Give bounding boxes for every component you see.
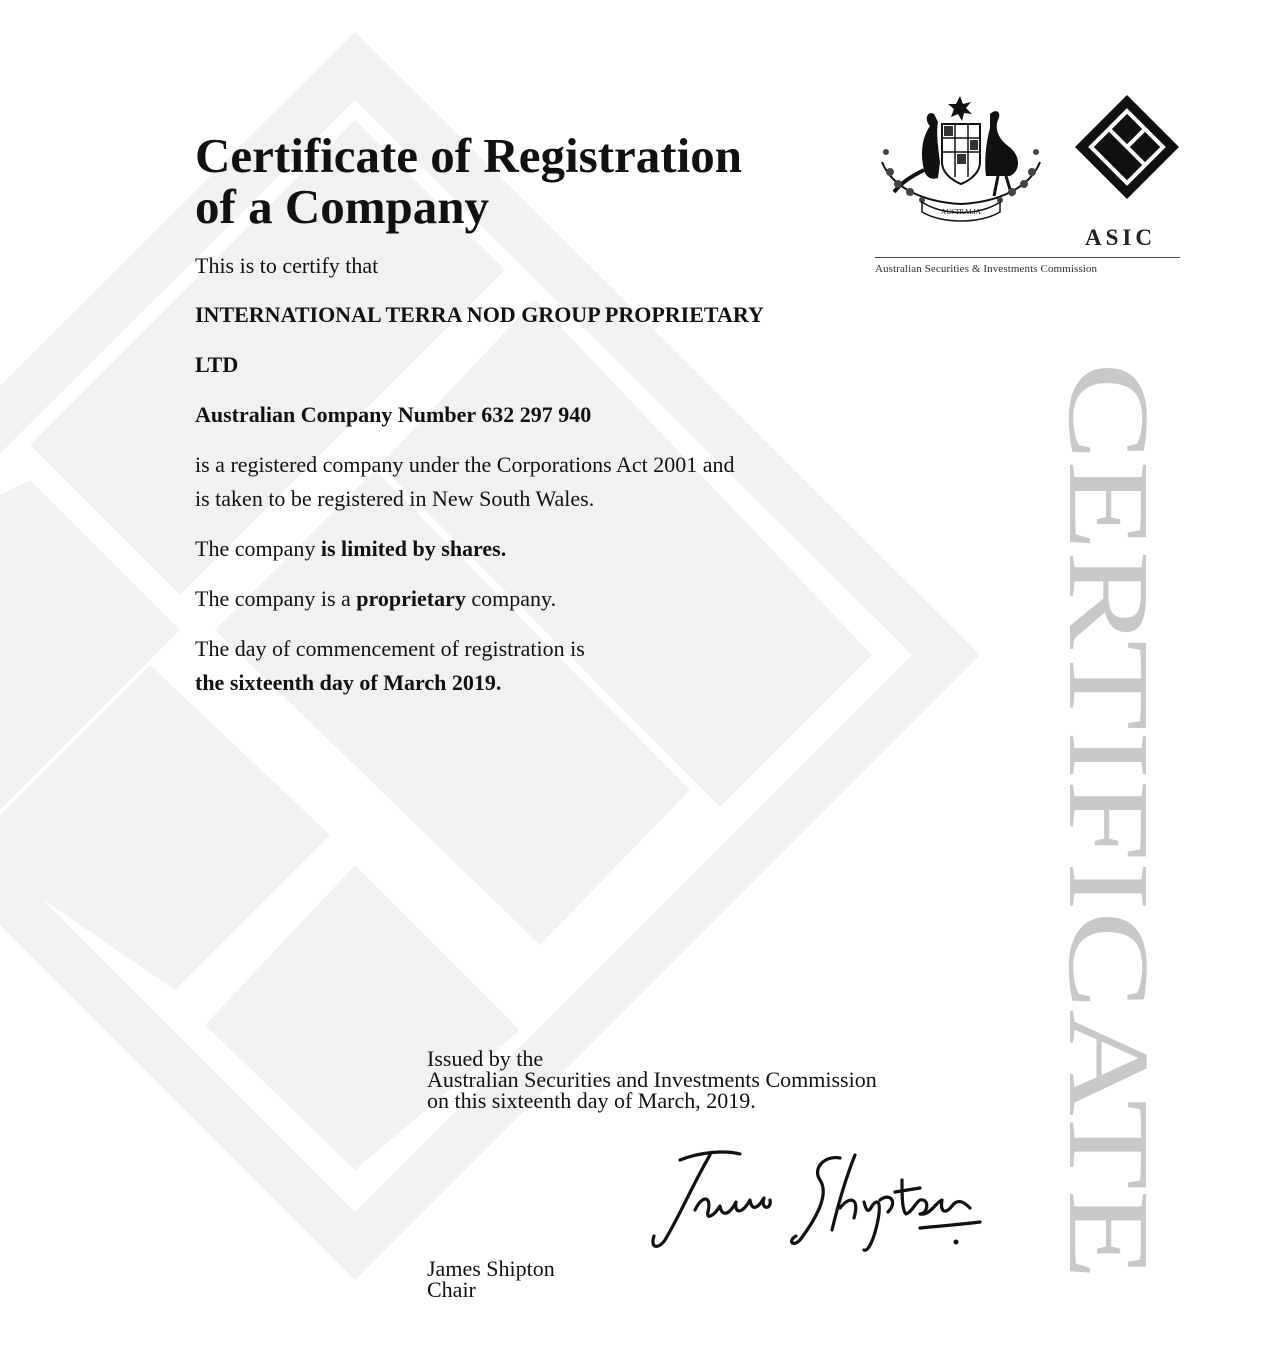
company-name-line-1: INTERNATIONAL TERRA NOD GROUP PROPRIETARY (195, 302, 764, 327)
vertical-word-text: CERTIFICATE (1044, 362, 1172, 1084)
commencement-line-1: The day of commencement of registration is (195, 636, 585, 661)
issued-line-3: on this sixteenth day of March, 2019. (427, 1088, 756, 1113)
signer-block (427, 1258, 555, 1300)
logo-divider (875, 257, 1180, 258)
signer-title: Chair (427, 1277, 476, 1302)
page-title (195, 130, 742, 232)
proprietary-suffix: company. (465, 586, 557, 611)
issued-line-2: Australian Securities and Investments Commission (427, 1067, 877, 1092)
logo-block (872, 92, 1182, 282)
certify-intro: This is to certify that (195, 253, 379, 278)
company-name-line-2: LTD (195, 352, 239, 377)
proprietary-statement (195, 582, 556, 616)
registration-line-2: is taken to be registered in New South Wales. (195, 486, 595, 511)
proprietary-bold: proprietary (356, 586, 466, 611)
commencement-statement (195, 632, 585, 700)
registration-line-1: is a registered company under the Corporations Act 2001 and (195, 452, 735, 477)
commencement-date: the sixteenth day of March 2019. (195, 670, 502, 695)
issued-by-block (427, 1048, 877, 1111)
title-line-1: Certificate of Registration (195, 128, 742, 183)
asic-full-name: Australian Securities & Investments Commission (875, 263, 1098, 275)
coat-of-arms-logo (882, 96, 1040, 221)
asic-diamond-logo (1075, 95, 1179, 199)
title-line-2: of a Company (195, 179, 490, 234)
limited-prefix: The company (195, 536, 321, 561)
registration-paragraph (195, 448, 734, 516)
coat-of-arms-banner: AUSTRALIA (941, 208, 981, 216)
limited-statement (195, 532, 506, 566)
proprietary-prefix: The company is a (195, 586, 357, 611)
issued-line-1: Issued by the (427, 1046, 544, 1071)
signature (640, 1140, 990, 1260)
signer-name: James Shipton (427, 1256, 555, 1281)
asic-wordmark: ASIC (1085, 225, 1156, 250)
company-number: Australian Company Number 632 297 940 (195, 402, 592, 427)
limited-bold: is limited by shares. (320, 536, 507, 561)
